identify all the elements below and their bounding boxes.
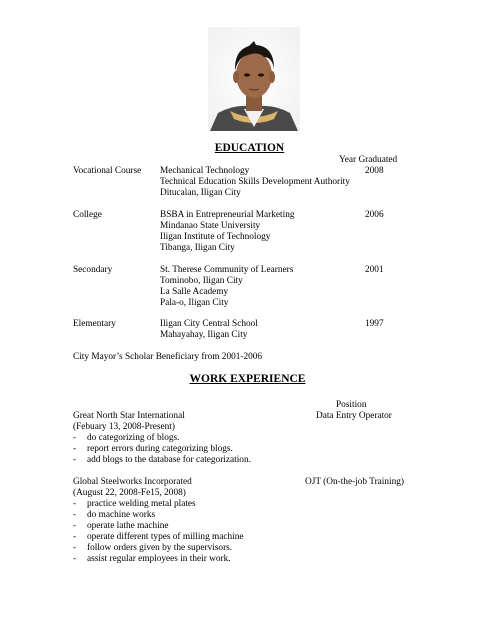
education-line: Mindanao State University [160, 221, 261, 231]
job-dates: (Febuary 13, 2008-Present) [73, 422, 175, 432]
education-line: Pala-o, Iligan City [160, 298, 229, 308]
list-item: - add blogs to the database for categorization. [73, 455, 251, 465]
year-graduated-header: Year Graduated [339, 155, 398, 165]
job-company: Global Steelworks Incorporated [73, 477, 192, 487]
education-details [160, 166, 350, 199]
list-item: - practice welding metal plates [73, 499, 196, 509]
education-heading: EDUCATION [214, 142, 285, 154]
profile-photo [208, 27, 300, 131]
education-line: La Salle Academy [160, 287, 229, 297]
education-level: Vocational Course [73, 166, 142, 176]
list-item: - report errors during categorizing blogs. [73, 444, 233, 454]
education-year: 2008 [365, 166, 384, 176]
education-line: Tibanga, Iligan City [160, 243, 235, 253]
education-level: College [73, 210, 102, 220]
education-year: 2001 [365, 265, 384, 275]
list-item: - do machine works [73, 510, 156, 520]
work-experience-heading: WORK EXPERIENCE [189, 373, 306, 385]
job-company: Great North Star International [73, 411, 185, 421]
job-duties [73, 499, 244, 565]
position-header: Position [336, 400, 367, 410]
education-line: St. Therese Community of Learners [160, 265, 294, 275]
education-details [160, 265, 293, 309]
job-position: Data Entry Operator [316, 411, 392, 421]
list-item: - operate different types of milling machine [73, 532, 244, 542]
list-item: - follow orders given by the supervisors. [73, 543, 233, 553]
education-line: Ditucalan, Iligan City [160, 188, 241, 198]
job-dates: (August 22, 2008-Fe15, 2008) [73, 488, 186, 498]
scholar-note: City Mayor’s Scholar Beneficiary from 2001-2006 [73, 352, 263, 362]
education-details [160, 319, 258, 341]
education-line: Iligan City Central School [160, 319, 258, 329]
list-item: - operate lathe machine [73, 521, 169, 531]
job-duties [73, 433, 251, 466]
education-year: 2006 [365, 210, 384, 220]
education-line: Mechanical Technology [160, 166, 250, 176]
education-line: Tominobo, Iligan City [160, 276, 243, 286]
job-position: OJT (On-the-job Training) [305, 477, 404, 487]
education-line: BSBA in Entrepreneurial Marketing [160, 210, 295, 220]
education-level: Elementary [73, 319, 116, 329]
education-level: Secondary [73, 265, 113, 275]
list-item: - do categorizing of blogs. [73, 433, 180, 443]
education-line: Iligan Institute of Technology [160, 232, 271, 242]
education-line: Mahayahay, Iligan City [160, 330, 248, 340]
list-item: - assist regular employees in their work. [73, 554, 231, 564]
education-line: Technical Education Skills Development Authority [160, 177, 350, 187]
education-year: 1997 [365, 319, 384, 329]
education-details [160, 210, 295, 254]
